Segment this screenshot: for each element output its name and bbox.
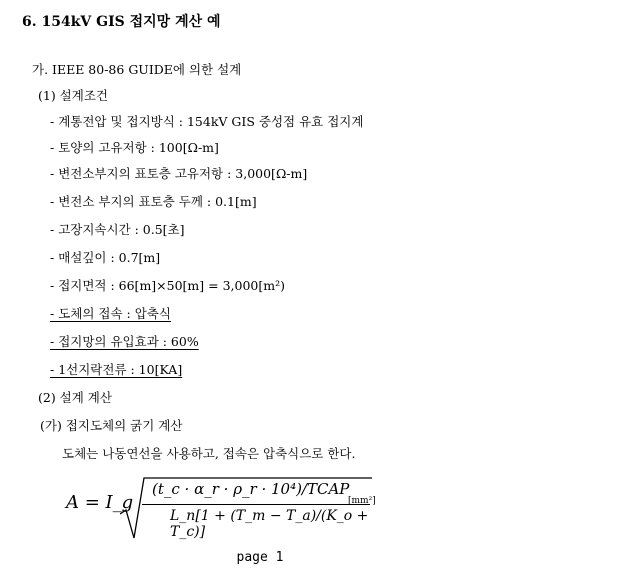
- condition-item: - 토양의 고유저항 : 100[Ω-m]: [50, 140, 219, 155]
- subsection-heading: (2) 설계 계산: [38, 390, 112, 405]
- formula-unit: [mm²]: [348, 496, 376, 506]
- formula: [66, 474, 386, 542]
- formula-lhs: A = I_g: [66, 492, 134, 513]
- formula-numerator: (t_c · α_r · ρ_r · 10⁴)/TCAP: [152, 480, 350, 498]
- condition-item: - 접지면적 : 66[m]×50[m] = 3,000[m²): [50, 278, 285, 293]
- body-text: 도체는 나동연선을 사용하고, 접속은 압축식으로 한다.: [62, 446, 356, 461]
- subsection-heading: (1) 설계조건: [38, 88, 108, 103]
- condition-item: - 접지망의 유입효과 : 60%: [50, 334, 199, 349]
- condition-item: - 변전소 부지의 표토층 두께 : 0.1[m]: [50, 194, 257, 209]
- section-heading: 가. IEEE 80-86 GUIDE에 의한 설계: [32, 62, 242, 77]
- condition-item: - 매설깊이 : 0.7[m]: [50, 250, 161, 265]
- condition-item: - 계통전압 및 접지방식 : 154kV GIS 중성점 유효 접지계: [50, 114, 364, 129]
- section-title: 6. 154kV GIS 접지망 계산 예: [22, 14, 221, 30]
- fraction-bar: [142, 504, 370, 505]
- subsection-heading: (가) 접지도체의 굵기 계산: [40, 418, 183, 433]
- page-footer: page 1: [236, 550, 284, 565]
- condition-item: - 1선지락전류 : 10[KA]: [50, 362, 183, 377]
- condition-item: - 변전소부지의 표토층 고유저항 : 3,000[Ω-m]: [50, 166, 308, 181]
- condition-item: - 고장지속시간 : 0.5[초]: [50, 222, 185, 237]
- condition-item: - 도체의 접속 : 압축식: [50, 306, 171, 321]
- formula-denominator: L_n[1 + (T_m − T_a)/(K_o + T_c)]: [170, 508, 369, 540]
